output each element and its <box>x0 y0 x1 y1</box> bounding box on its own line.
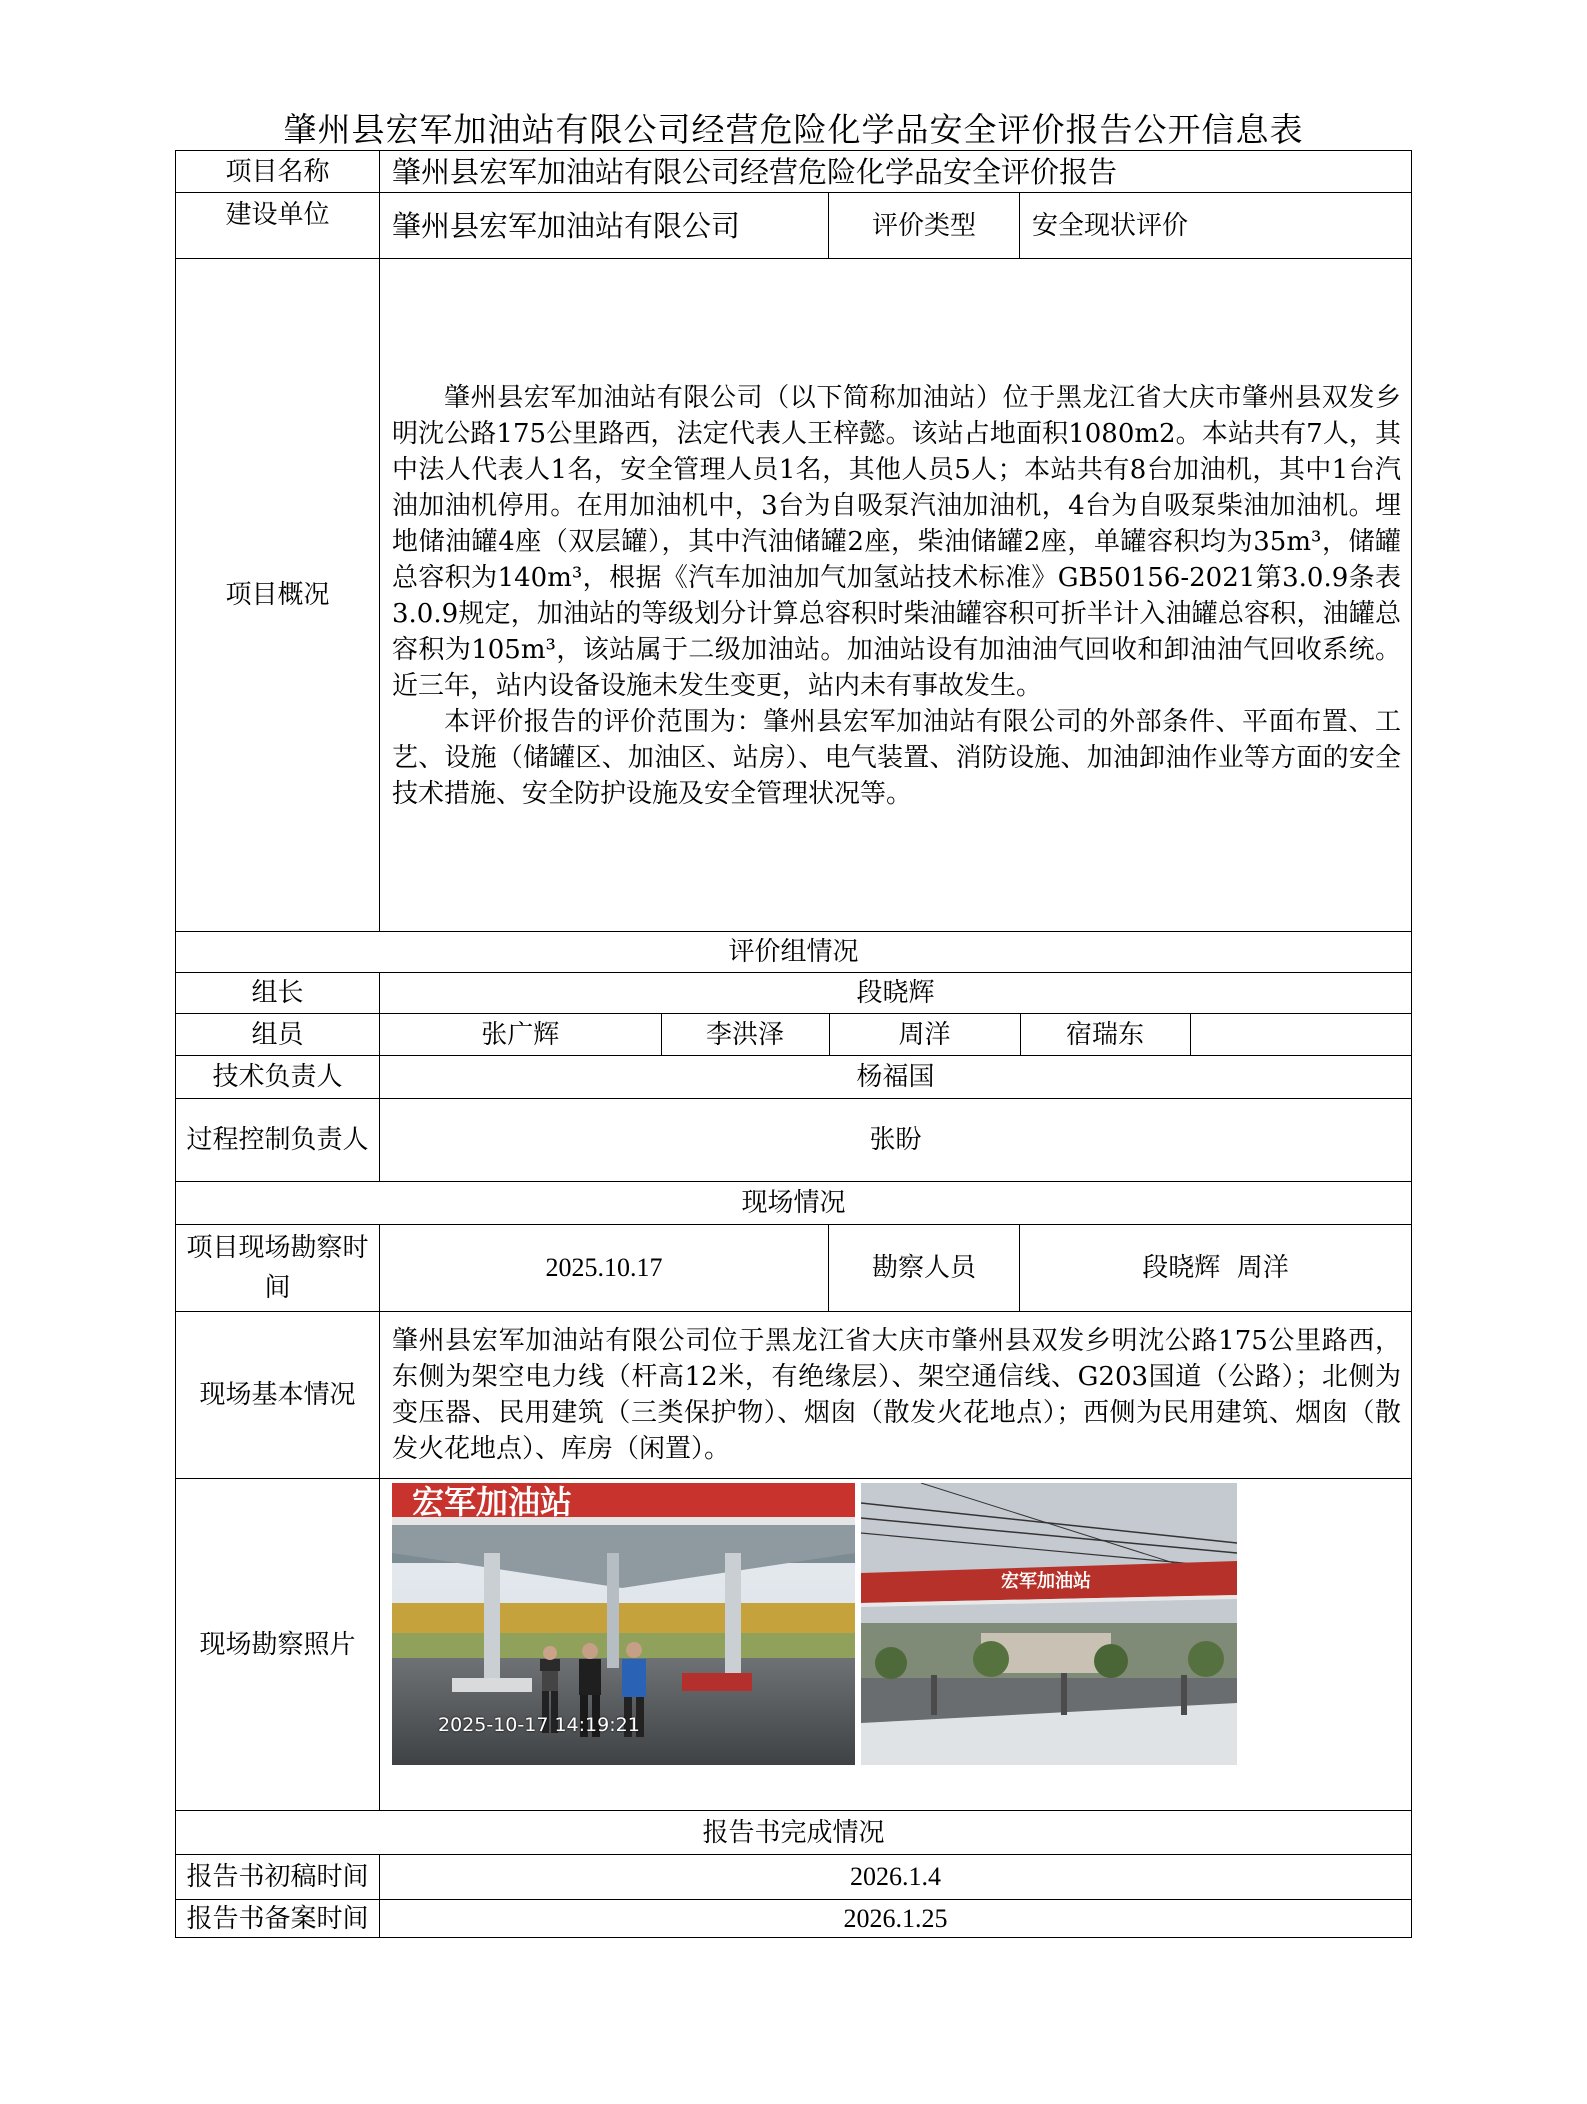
process-lead-value: 张盼 <box>380 1099 1412 1182</box>
row-builder <box>176 193 1412 259</box>
row-overview <box>176 259 1412 932</box>
row-record-time <box>176 1900 1412 1938</box>
draft-time-value: 2026.1.4 <box>380 1855 1412 1900</box>
row-photos <box>176 1479 1412 1811</box>
leader-value: 段晓辉 <box>380 973 1412 1014</box>
overview-text <box>380 259 1412 932</box>
team-section-title: 评价组情况 <box>176 932 1412 973</box>
process-lead-label: 过程控制负责人 <box>176 1099 380 1182</box>
leader-label: 组长 <box>176 973 380 1014</box>
photo1-canopy-sign: 宏军加油站 <box>412 1483 573 1521</box>
site-basic-label: 现场基本情况 <box>176 1312 380 1479</box>
photo2-canopy-sign: 宏军加油站 <box>1001 1571 1091 1592</box>
photo1-timestamp: 2025-10-17 14:19:21 <box>438 1714 640 1736</box>
row-project-name <box>176 151 1412 193</box>
site-section-title: 现场情况 <box>176 1182 1412 1225</box>
member-4: 宿瑞东 <box>1020 1014 1190 1055</box>
survey-time-label: 项目现场勘察时间 <box>176 1225 380 1312</box>
tech-lead-label: 技术负责人 <box>176 1056 380 1099</box>
site-basic-text: 肇州县宏军加油站有限公司位于黑龙江省大庆市肇州县双发乡明沈公路175公里路西，东侧为架空电力线（杆高12米，有绝缘层）、架空通信线、G203国道（公路）；北侧为变压器、民用建筑（三类保护物）、烟囱（散发火花地点）；西侧为民用建筑、烟囱（散发火花地点）、库房（闲置）。 <box>380 1312 1412 1479</box>
row-process-lead <box>176 1099 1412 1182</box>
document-title: 肇州县宏军加油站有限公司经营危险化学品安全评价报告公开信息表 <box>283 110 1304 149</box>
row-site-section <box>176 1182 1412 1225</box>
surveyors-label: 勘察人员 <box>829 1225 1020 1312</box>
eval-type-label: 评价类型 <box>829 193 1020 259</box>
record-time-value: 2026.1.25 <box>380 1900 1412 1938</box>
photos-label: 现场勘察照片 <box>176 1479 380 1811</box>
overview-paragraph-2: 本评价报告的评价范围为：肇州县宏军加油站有限公司的外部条件、平面布置、工艺、设施（储罐区、加油区、站房）、电气装置、消防设施、加油卸油作业等方面的安全技术措施、安全防护设施及安全管理状况等。 <box>392 707 1402 809</box>
photos-cell <box>380 1479 1412 1811</box>
members-subtable <box>380 1014 1412 1055</box>
row-site-basic <box>176 1312 1412 1479</box>
member-5 <box>1190 1014 1412 1055</box>
tech-lead-value: 杨福国 <box>380 1056 1412 1099</box>
survey-time-value: 2025.10.17 <box>380 1225 829 1312</box>
overview-label: 项目概况 <box>176 259 380 932</box>
draft-time-label: 报告书初稿时间 <box>176 1855 380 1900</box>
site-photo-canopy-with-surveyors <box>392 1483 855 1765</box>
members-label: 组员 <box>176 1014 380 1056</box>
row-team-section <box>176 932 1412 973</box>
row-tech-lead <box>176 1056 1412 1099</box>
builder-value: 肇州县宏军加油站有限公司 <box>380 193 829 259</box>
row-members <box>176 1014 1412 1056</box>
member-3: 周洋 <box>829 1014 1020 1055</box>
builder-label: 建设单位 <box>176 193 380 259</box>
surveyors-value: 段晓辉 周洋 <box>1020 1225 1412 1312</box>
member-2: 李洪泽 <box>661 1014 829 1055</box>
project-name-value: 肇州县宏军加油站有限公司经营危险化学品安全评价报告 <box>380 151 1412 193</box>
row-draft-time <box>176 1855 1412 1900</box>
row-report-section <box>176 1811 1412 1855</box>
member-1: 张广辉 <box>380 1014 661 1055</box>
eval-type-value: 安全现状评价 <box>1020 193 1412 259</box>
overview-paragraph-1: 肇州县宏军加油站有限公司（以下简称加油站）位于黑龙江省大庆市肇州县双发乡明沈公路175公里路西，法定代表人王梓懿。该站占地面积1080m2。本站共有7人，其中法人代表人1名，安全管理人员1名，其他人员5人；本站共有8台加油机，其中1台汽油加油机停用。在用加油机中，3台为自吸泵汽油加油机，4台为自吸泵柴油加油机。埋地储油罐4座（双层罐），其中汽油储罐2座，柴油储罐2座，单罐容积均为35m³，储罐总容积为140m³，根据《汽车加油加气加氢站技术标准》GB50156-2021第3.0.9条表3.0.9规定，加油站的等级划分计算总容积时柴油罐容积可折半计入油罐总容积，油罐总容积为105m³，该站属于二级加油站。加油站设有加油油气回收和卸油油气回收系统。近三年，站内设备设施未发生变更，站内未有事故发生。 <box>392 383 1402 701</box>
project-name-label: 项目名称 <box>176 151 380 193</box>
record-time-label: 报告书备案时间 <box>176 1900 380 1938</box>
row-survey-time <box>176 1225 1412 1312</box>
site-photo-station-overview <box>861 1483 1237 1765</box>
info-table <box>175 150 1412 1938</box>
report-section-title: 报告书完成情况 <box>176 1811 1412 1855</box>
row-leader <box>176 973 1412 1014</box>
